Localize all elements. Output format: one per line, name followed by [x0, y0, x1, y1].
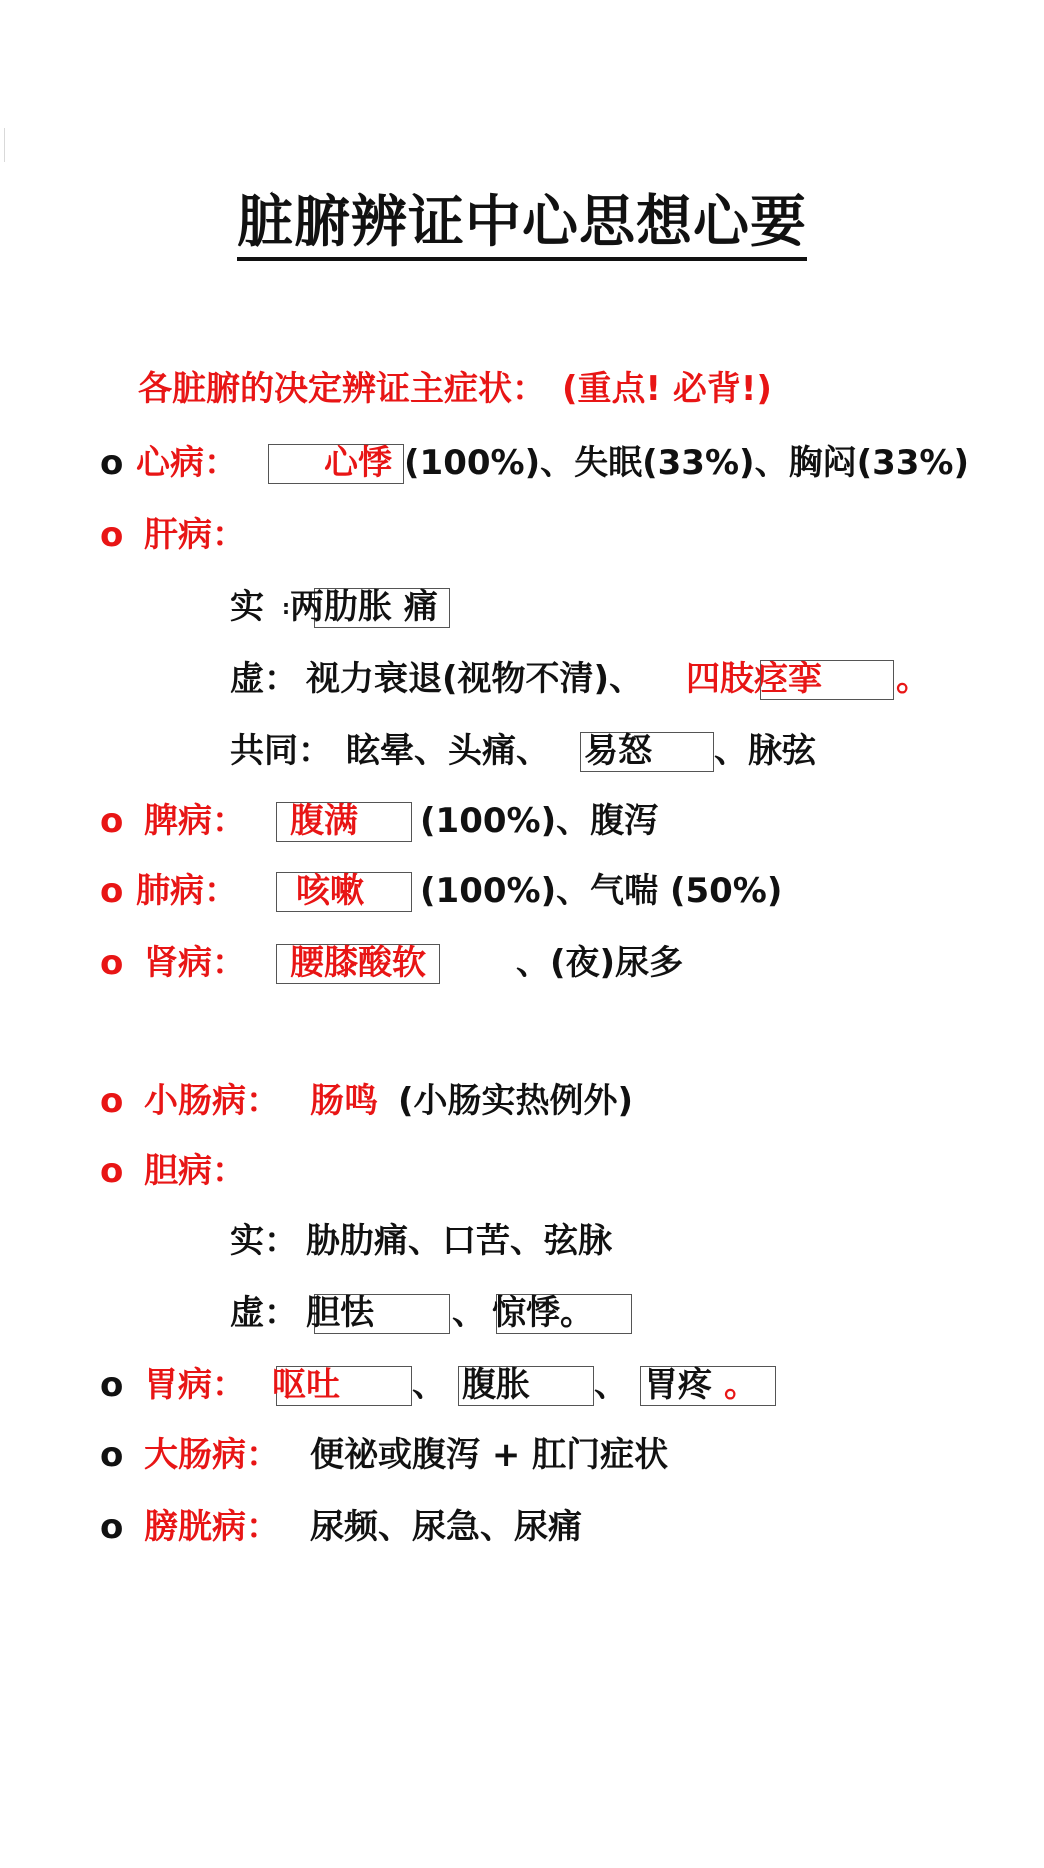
item-heart	[100, 438, 1000, 488]
liver-common-label: 共同：	[230, 731, 332, 771]
item-kidney-rest: 、(夜)尿多	[516, 943, 684, 983]
bullet: o	[100, 515, 124, 555]
liver-common-end: 、脉弦	[714, 731, 816, 771]
item-large-intestine-rest: 便祕或腹泻 + 肛门症状	[310, 1435, 669, 1475]
liver-xu-end: 。	[896, 659, 930, 699]
subtitle-text: 各脏腑的决定辨证主症状：	[138, 369, 546, 409]
item-small-intestine-label: 小肠病：	[144, 1081, 280, 1121]
bullet: o	[100, 1507, 124, 1547]
item-heart-key: 心悸	[324, 443, 392, 483]
item-bladder	[100, 1502, 1000, 1552]
item-stomach-v1: 呕吐	[272, 1365, 340, 1405]
item-gallbladder-shi	[230, 1216, 930, 1266]
item-spleen-rest: (100%)、腹泻	[420, 801, 659, 841]
item-small-intestine	[100, 1076, 1000, 1126]
item-lung	[100, 866, 1000, 916]
item-stomach	[100, 1360, 1000, 1410]
item-liver-common	[230, 726, 970, 776]
item-bladder-rest: 尿频、尿急、尿痛	[310, 1507, 582, 1547]
item-gallbladder	[100, 1146, 1000, 1196]
liver-shi-colon: :	[282, 595, 290, 619]
item-spleen	[100, 796, 1000, 846]
bullet: o	[100, 943, 124, 983]
item-lung-key: 咳嗽	[296, 871, 364, 911]
page-edge-mark	[0, 128, 5, 162]
item-kidney-label: 肾病：	[144, 943, 246, 983]
item-stomach-sep1: 、	[412, 1365, 446, 1405]
item-kidney	[100, 938, 1000, 988]
item-stomach-v3: 胃疼	[644, 1365, 712, 1405]
item-small-intestine-key: 肠鸣	[310, 1081, 378, 1121]
item-large-intestine-label: 大肠病：	[144, 1435, 280, 1475]
bullet: o	[100, 1365, 124, 1405]
liver-xu-label: 虚：	[230, 659, 298, 699]
gallbladder-shi-value: 胁肋痛、口苦、弦脉	[306, 1221, 612, 1261]
gallbladder-xu-v1: 胆怯	[306, 1293, 374, 1333]
item-lung-label: 肺病：	[136, 871, 238, 911]
item-large-intestine	[100, 1430, 1000, 1480]
page-title: 脏腑辨证中心思想心要	[0, 178, 1044, 258]
gallbladder-xu-v2: 惊悸。	[492, 1293, 594, 1333]
liver-xu-value: 视力衰退(视物不清)、	[306, 659, 644, 699]
subtitle-line	[138, 364, 772, 414]
item-liver	[100, 510, 1000, 560]
item-spleen-label: 脾病：	[144, 801, 246, 841]
item-bladder-label: 膀胱病：	[144, 1507, 280, 1547]
bullet: o	[100, 443, 124, 483]
gallbladder-xu-label: 虚：	[230, 1293, 298, 1333]
liver-shi-label: 实	[230, 587, 264, 627]
gallbladder-xu-sep: 、	[452, 1293, 486, 1333]
item-stomach-sep2: 、	[594, 1365, 628, 1405]
item-stomach-label: 胃病：	[144, 1365, 246, 1405]
bullet: o	[100, 1151, 124, 1191]
item-liver-xu	[230, 654, 970, 704]
bullet: o	[100, 1435, 124, 1475]
liver-common-key: 易怒	[584, 731, 652, 771]
item-heart-label: 心病：	[136, 443, 238, 483]
item-gallbladder-xu	[230, 1288, 930, 1338]
item-spleen-key: 腹满	[290, 801, 358, 841]
liver-common-value: 眩晕、头痛、	[346, 731, 550, 771]
bullet: o	[100, 1081, 124, 1121]
item-liver-label: 肝病：	[144, 515, 246, 555]
item-kidney-key: 腰膝酸软	[290, 943, 426, 983]
item-stomach-v2: 腹胀	[462, 1365, 530, 1405]
item-lung-rest: (100%)、气喘 (50%)	[420, 871, 783, 911]
liver-xu-key: 四肢痉挛	[686, 659, 822, 699]
item-heart-rest: (100%)、失眠(33%)、胸闷(33%)	[404, 443, 970, 483]
answer-box	[760, 660, 894, 700]
bullet: o	[100, 801, 124, 841]
item-gallbladder-label: 胆病：	[144, 1151, 246, 1191]
item-liver-shi	[230, 582, 930, 632]
subtitle-note: (重点! 必背!)	[562, 369, 772, 409]
item-small-intestine-rest: (小肠实热例外)	[398, 1081, 634, 1121]
item-stomach-v3-end: 。	[724, 1365, 758, 1405]
gallbladder-shi-label: 实：	[230, 1221, 298, 1261]
liver-shi-value: 两肋胀 痛	[290, 587, 438, 627]
bullet: o	[100, 871, 124, 911]
